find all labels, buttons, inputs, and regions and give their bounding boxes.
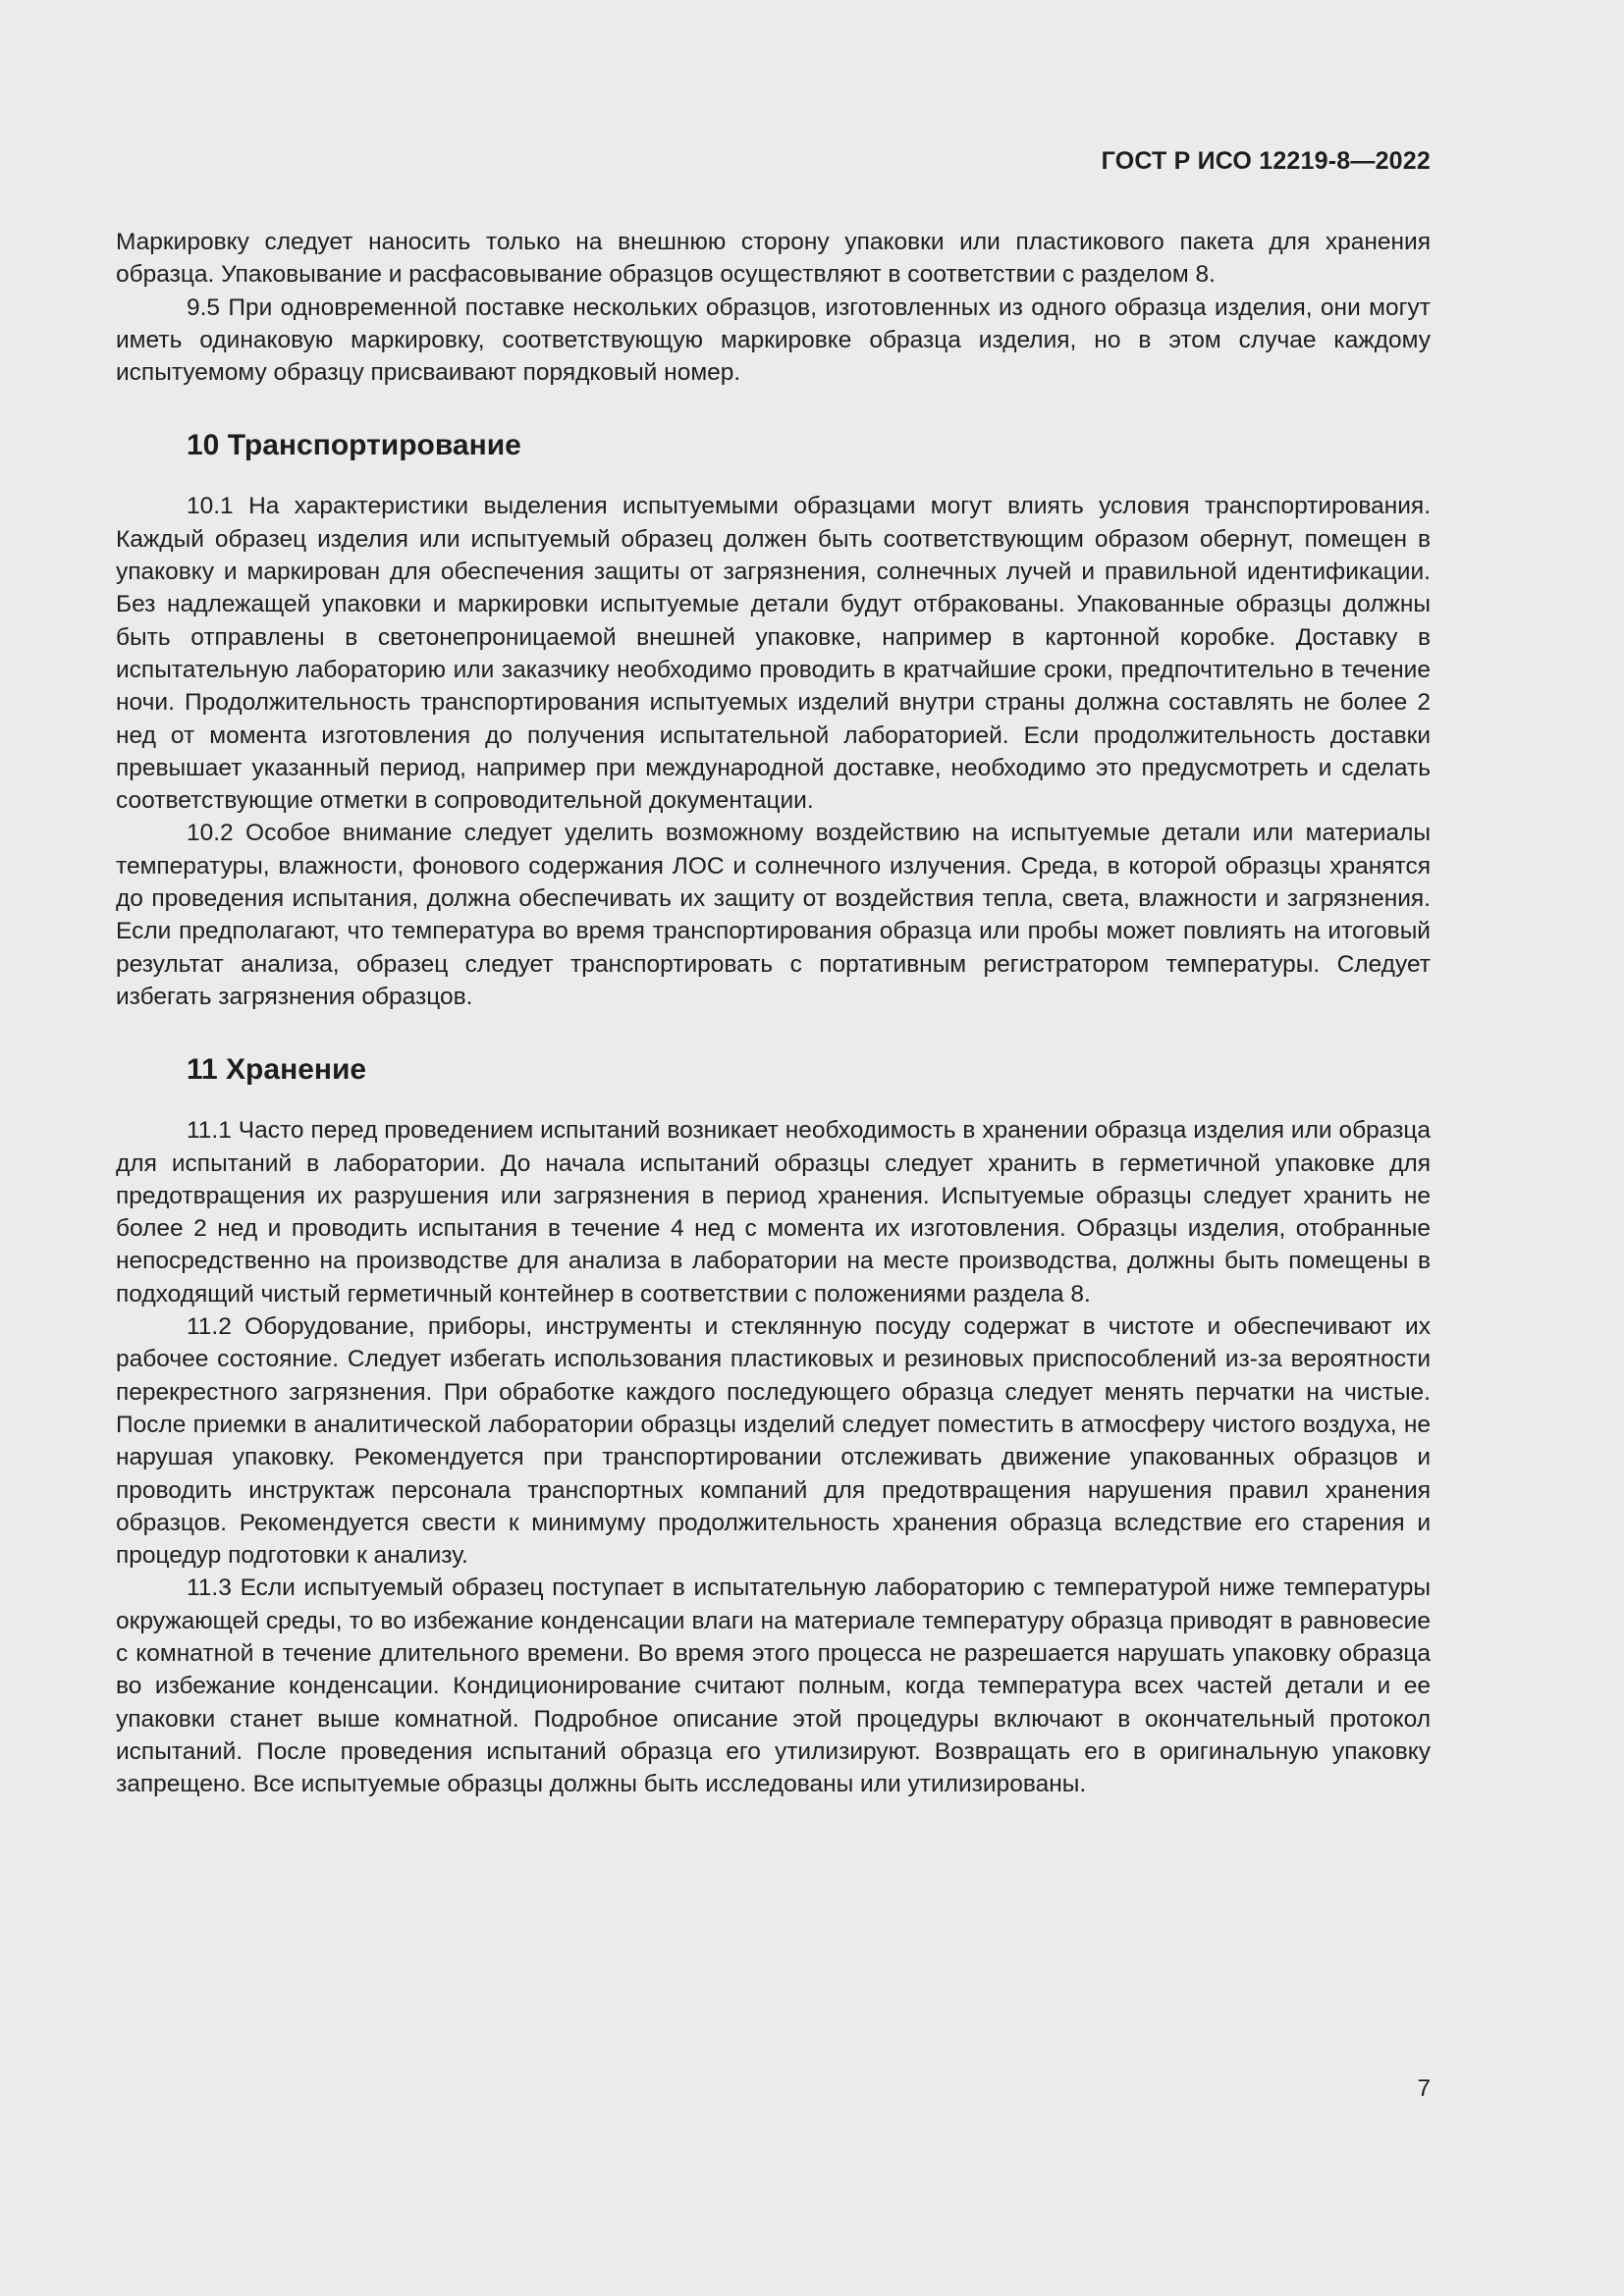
- paragraph-11-2: 11.2 Оборудование, приборы, инструменты и стеклянную посуду содержат в чистоте и обеспечивают их рабочее состояние. Следует избегать использования пластиковых и резиновых приспособлений из-за вероятности перекрестного загрязнения. При обработке каждого последующего образца следует менять перчатки на чистые. После приемки в аналитической лаборатории образцы изделий следует поместить в атмосферу чистого воздуха, не нарушая упаковку. Рекомендуется при транспортировании отслеживать движение упакованных образцов и проводить инструктаж персонала транспортных компаний для предотвращения нарушения правил хранения образцов. Рекомендуется свести к минимуму продолжительность хранения образца вследствие его старения и процедур подготовки к анализу.: [116, 1313, 1431, 1570]
- paragraph-10-1: 10.1 На характеристики выделения испытуемыми образцами могут влиять условия транспортирования. Каждый образец изделия или испытуемый образец должен быть соответствующим образом обернут, помещен в упаковку и маркирован для обеспечения защиты от загрязнения, солнечных лучей и правильной идентификации. Без надлежащей упаковки и маркировки испытуемые детали будут отбракованы. Упакованные образцы должны быть отправлены в светонепроницаемой внешней упаковке, например в картонной коробке. Доставку в испытательную лабораторию или заказчику необходимо проводить в кратчайшие сроки, предпочтительно в течение ночи. Продолжительность транспортирования испытуемых изделий внутри страны должна составлять не более 2 нед от момента изготовления до получения испытательной лабораторией. Если продолжительность доставки превышает указанный период, например при международной доставке, необходимо это предусмотреть и сделать соответствующие отметки в сопроводительной документации.: [116, 493, 1431, 815]
- paragraph-10-2: 10.2 Особое внимание следует уделить возможному воздействию на испытуемые детали или материалы температуры, влажности, фонового содержания ЛОС и солнечного излучения. Среда, в которой образцы хранятся до проведения испытания, должна обеспечивать их защиту от воздействия тепла, света, влажности и загрязнения. Если предполагают, что температура во время транспортирования образца или пробы может повлиять на итоговый результат анализа, образец следует транспортировать с портативным регистратором температуры. Следует избегать загрязнения образцов.: [116, 820, 1431, 1010]
- section-heading-transportation: 10 Транспортирование: [187, 429, 521, 462]
- page-number: 7: [1417, 2075, 1431, 2102]
- paragraph-marking-continued: Маркировку следует наносить только на внешнюю сторону упаковки или пластикового пакета для хранения образца. Упаковывание и расфасовывание образцов осуществляют в соответствии с разделом 8.: [116, 229, 1431, 289]
- paragraph-11-1: 11.1 Часто перед проведением испытаний возникает необходимость в хранении образца изделия или образца для испытаний в лаборатории. До начала испытаний образцы следует хранить в герметичной упаковке для предотвращения их разрушения или загрязнения в период хранения. Испытуемые образцы следует хранить не более 2 нед и проводить испытания в течение 4 нед с момента их изготовления. Образцы изделия, отобранные непосредственно на производстве для анализа в лаборатории на месте производства, должны быть помещены в подходящий чистый герметичный контейнер в соответствии с положениями раздела 8.: [116, 1117, 1431, 1308]
- paragraph-11-3: 11.3 Если испытуемый образец поступает в испытательную лабораторию с температурой ниже температуры окружающей среды, то во избежание конденсации влаги на материале температуру образца приводят в равновесие с комнатной в течение длительного времени. Во время этого процесса не разрешается нарушать упаковку образца во избежание конденсации. Кондиционирование считают полным, когда температура всех частей детали и ее упаковки станет выше комнатной. Подробное описание этой процедуры включают в окончательный протокол испытаний. После проведения испытаний образца его утилизируют. Возвращать его в оригинальную упаковку запрещено. Все испытуемые образцы должны быть исследованы или утилизированы.: [116, 1575, 1431, 1798]
- paragraph-9-5: 9.5 При одновременной поставке нескольких образцов, изготовленных из одного образца изделия, они могут иметь одинаковую маркировку, соответствующую маркировке образца изделия, но в этом случае каждому испытуемому образцу присваивают порядковый номер.: [116, 294, 1431, 387]
- document-code-header: ГОСТ Р ИСО 12219-8—2022: [1101, 147, 1431, 175]
- document-body: [116, 226, 1431, 1800]
- section-heading-storage: 11 Хранение: [187, 1053, 367, 1087]
- document-page: [116, 0, 1431, 2296]
